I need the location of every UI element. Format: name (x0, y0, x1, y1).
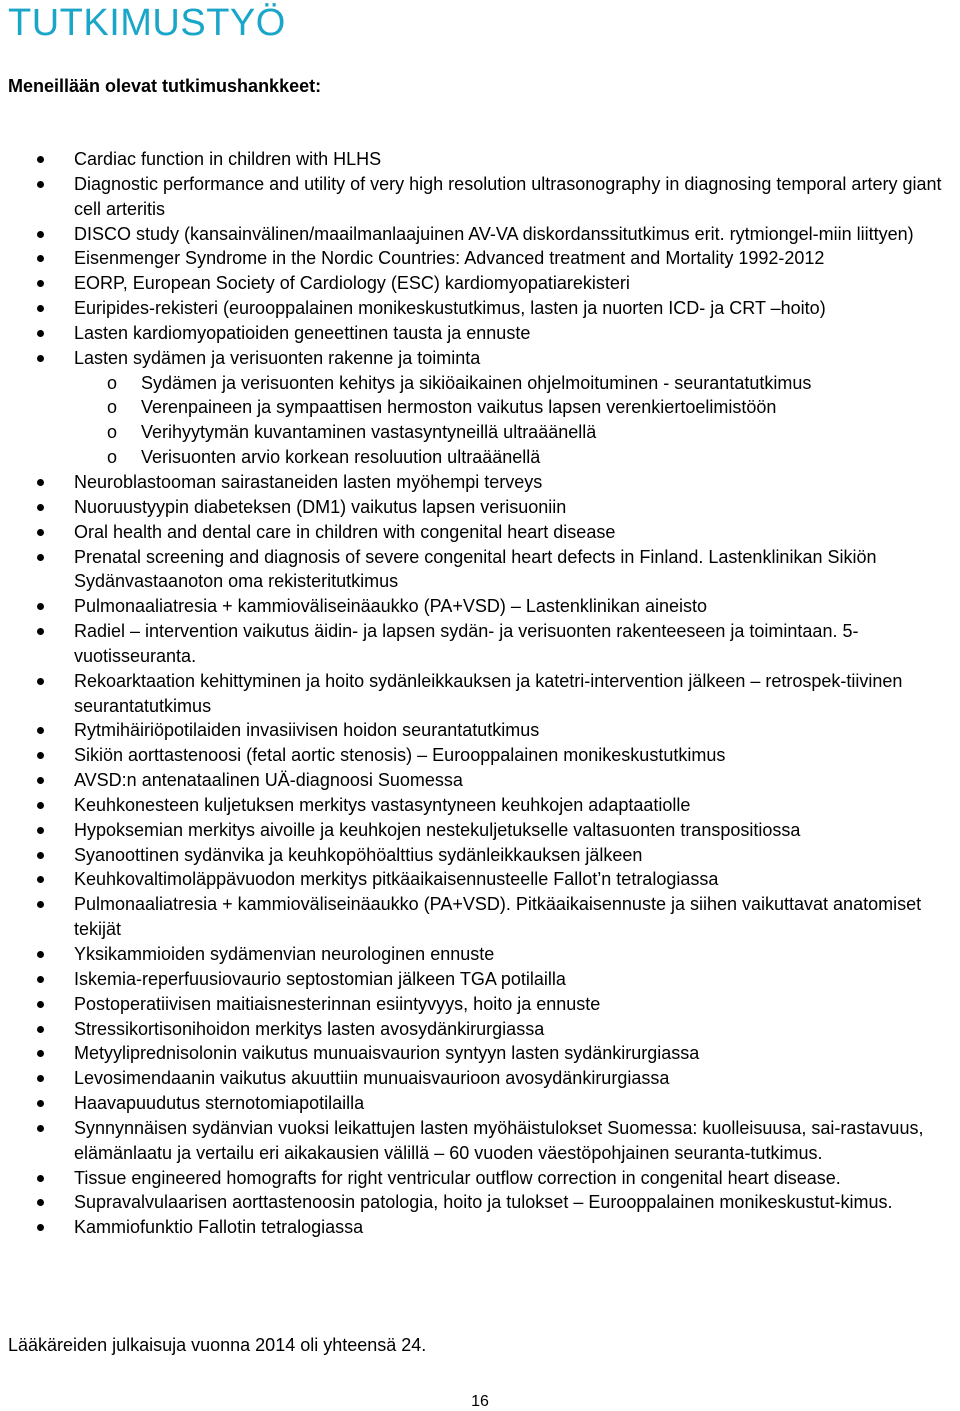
list-item-text: Rekoarktaation kehittyminen ja hoito sydänleikkauksen ja katetri-intervention jälkeen – retrospek-tiivinen seurantatutkimus (74, 670, 903, 716)
list-item (0, 669, 960, 719)
list-item (0, 942, 960, 967)
page-title: TUTKIMUSTYÖ (8, 2, 286, 44)
list-item (0, 992, 960, 1017)
list-item-text: Syanoottinen sydänvika ja keuhkopöhöalttius sydänleikkauksen jälkeen (74, 844, 643, 865)
list-item-text: Cardiac function in children with HLHS (74, 149, 382, 169)
section-subtitle: Meneillään olevat tutkimushankkeet: (8, 76, 322, 96)
sub-list-item: o Verisuonten arvio korkean resoluution ultraäänellä (74, 445, 956, 470)
list-item (0, 619, 960, 669)
list-item-text: Postoperatiivisen maitiaisnesterinnan esiintyvyys, hoito ja ennuste (74, 993, 601, 1014)
list-item (0, 1166, 960, 1191)
list-item-text: Neuroblastooman sairastaneiden lasten myöhempi terveys (74, 471, 543, 492)
list-item-text: Rytmihäiriöpotilaiden invasiivisen hoidon seurantatutkimus (74, 720, 540, 741)
list-item (0, 495, 960, 520)
list-item (0, 594, 960, 619)
list-item-text: Prenatal screening and diagnosis of severe congenital heart defects in Finland. Lastenklinikan Sikiön Sydänvastaanoton oma rekisteritutkimus (74, 546, 877, 592)
list-item (0, 1017, 960, 1042)
list-item (0, 1091, 960, 1116)
list-item-text: DISCO study (kansainvälinen/maailmanlaajuinen AV-VA diskordanssitutkimus erit. rytmiongel-miin liittyen) (74, 223, 914, 244)
sub-list (74, 371, 956, 470)
list-item-text: Pulmonaaliatresia + kammioväliseinäaukko (PA+VSD) – Lastenklinikan aineisto (74, 596, 707, 617)
list-item (0, 718, 960, 743)
list-item-text: AVSD:n antenataalinen UÄ-diagnoosi Suomessa (74, 770, 463, 791)
list-item-text: Euripides-rekisteri (eurooppalainen monikeskustutkimus, lasten ja nuorten ICD- ja CRT –hoito) (74, 298, 826, 319)
sub-list-item: o Verihyytymän kuvantaminen vastasyntyneillä ultraäänellä (74, 420, 956, 445)
list-item-text: Lasten kardiomyopatioiden geneettinen tausta ja ennuste (74, 322, 531, 343)
list-item (0, 321, 960, 346)
list-item-text: Sikiön aorttastenoosi (fetal aortic stenosis) – Eurooppalainen monikeskustutkimus (74, 745, 726, 766)
list-item (0, 892, 960, 942)
list-item-text: Synnynnäisen sydänvian vuoksi leikattujen lasten myöhäistulokset Suomessa: kuolleisuusa, sai-rastavuus, elämänlaatu ja vertailu eri aikakausien välillä – 60 vuoden väestöpohjainen seuranta-tutkimus. (74, 1117, 924, 1163)
list-item-text: Iskemia-reperfuusiovaurio septostomian jälkeen TGA potilailla (74, 968, 566, 989)
list-item (0, 743, 960, 768)
list-item (0, 222, 960, 247)
list-item-text: Levosimendaanin vaikutus akuuttiin munuaisvaurioon avosydänkirurgiassa (74, 1068, 670, 1089)
list-item (0, 768, 960, 793)
list-item (0, 172, 960, 222)
list-item-text: Kammiofunktio Fallotin tetralogiassa (74, 1217, 364, 1238)
list-item (0, 545, 960, 595)
list-item-text: Oral health and dental care in children with congenital heart disease (74, 521, 616, 542)
list-item (0, 296, 960, 321)
list-item-text: Supravalvulaarisen aorttastenoosin patologia, hoito ja tulokset – Eurooppalainen monikeskustut-kimus. (74, 1192, 893, 1213)
list-item-text: Keuhkovaltimoläppävuodon merkitys pitkäaikaisennusteelle Fallot’n tetralogiassa (74, 869, 719, 890)
list-item (0, 1215, 960, 1240)
list-item-text: Tissue engineered homografts for right ventricular outflow correction in congenital heart disease. (74, 1167, 841, 1188)
list-item (0, 470, 960, 495)
list-item-text: Diagnostic performance and utility of very high resolution ultrasonography in diagnosing temporal artery giant cell arteritis (74, 173, 942, 219)
list-item-text: Hypoksemian merkitys aivoille ja keuhkojen nestekuljetukselle valtasuonten transpositiossa (74, 819, 801, 840)
list-item-text: Radiel – intervention vaikutus äidin- ja lapsen sydän- ja verisuonten rakenteeseen ja toimintaan. 5-vuotisseuranta. (74, 621, 859, 666)
list-item (0, 818, 960, 843)
list-item (0, 346, 960, 470)
list-item-text: EORP, European Society of Cardiology (ESC) kardiomyopatiarekisteri (74, 273, 630, 294)
publications-summary: Lääkäreiden julkaisuja vuonna 2014 oli yhteensä 24. (8, 1335, 427, 1355)
list-item (0, 967, 960, 992)
list-item (0, 1190, 960, 1215)
list-item-text: Stressikortisonihoidon merkitys lasten avosydänkirurgiassa (74, 1018, 545, 1039)
list-item (0, 1116, 960, 1166)
list-item-text: Pulmonaaliatresia + kammioväliseinäaukko (PA+VSD). Pitkäaikaisennuste ja siihen vaikuttavat anatomiset tekijät (74, 894, 922, 940)
list-item-text: Metyyliprednisolonin vaikutus munuaisvaurion syntyyn lasten sydänkirurgiassa (74, 1043, 700, 1064)
list-item (0, 843, 960, 868)
list-item-text: Yksikammioiden sydämenvian neurologinen ennuste (74, 944, 495, 964)
list-item (0, 271, 960, 296)
project-list (0, 147, 960, 1240)
list-item (0, 147, 960, 172)
list-item (0, 793, 960, 818)
list-item-text: Nuoruustyypin diabeteksen (DM1) vaikutus lapsen verisuoniin (74, 496, 567, 517)
list-item (0, 1041, 960, 1066)
list-item (0, 520, 960, 545)
list-item-text: Eisenmenger Syndrome in the Nordic Countries: Advanced treatment and Mortality 1992-2012 (74, 248, 825, 269)
list-item (0, 1066, 960, 1091)
list-item-text: Haavapuudutus sternotomiapotilailla (74, 1093, 365, 1114)
list-item-text: Keuhkonesteen kuljetuksen merkitys vastasyntyneen keuhkojen adaptaatiolle (74, 794, 691, 815)
page-number: 16 (471, 1393, 489, 1410)
list-item (0, 246, 960, 271)
sub-list-item: o Verenpaineen ja sympaattisen hermoston vaikutus lapsen verenkiertoelimistöön (74, 395, 956, 420)
sub-list-item: o Sydämen ja verisuonten kehitys ja sikiöaikainen ohjelmoituminen - seurantatutkimus (74, 371, 956, 396)
list-item (0, 867, 960, 892)
list-item-text: Lasten sydämen ja verisuonten rakenne ja toiminta (74, 347, 481, 368)
